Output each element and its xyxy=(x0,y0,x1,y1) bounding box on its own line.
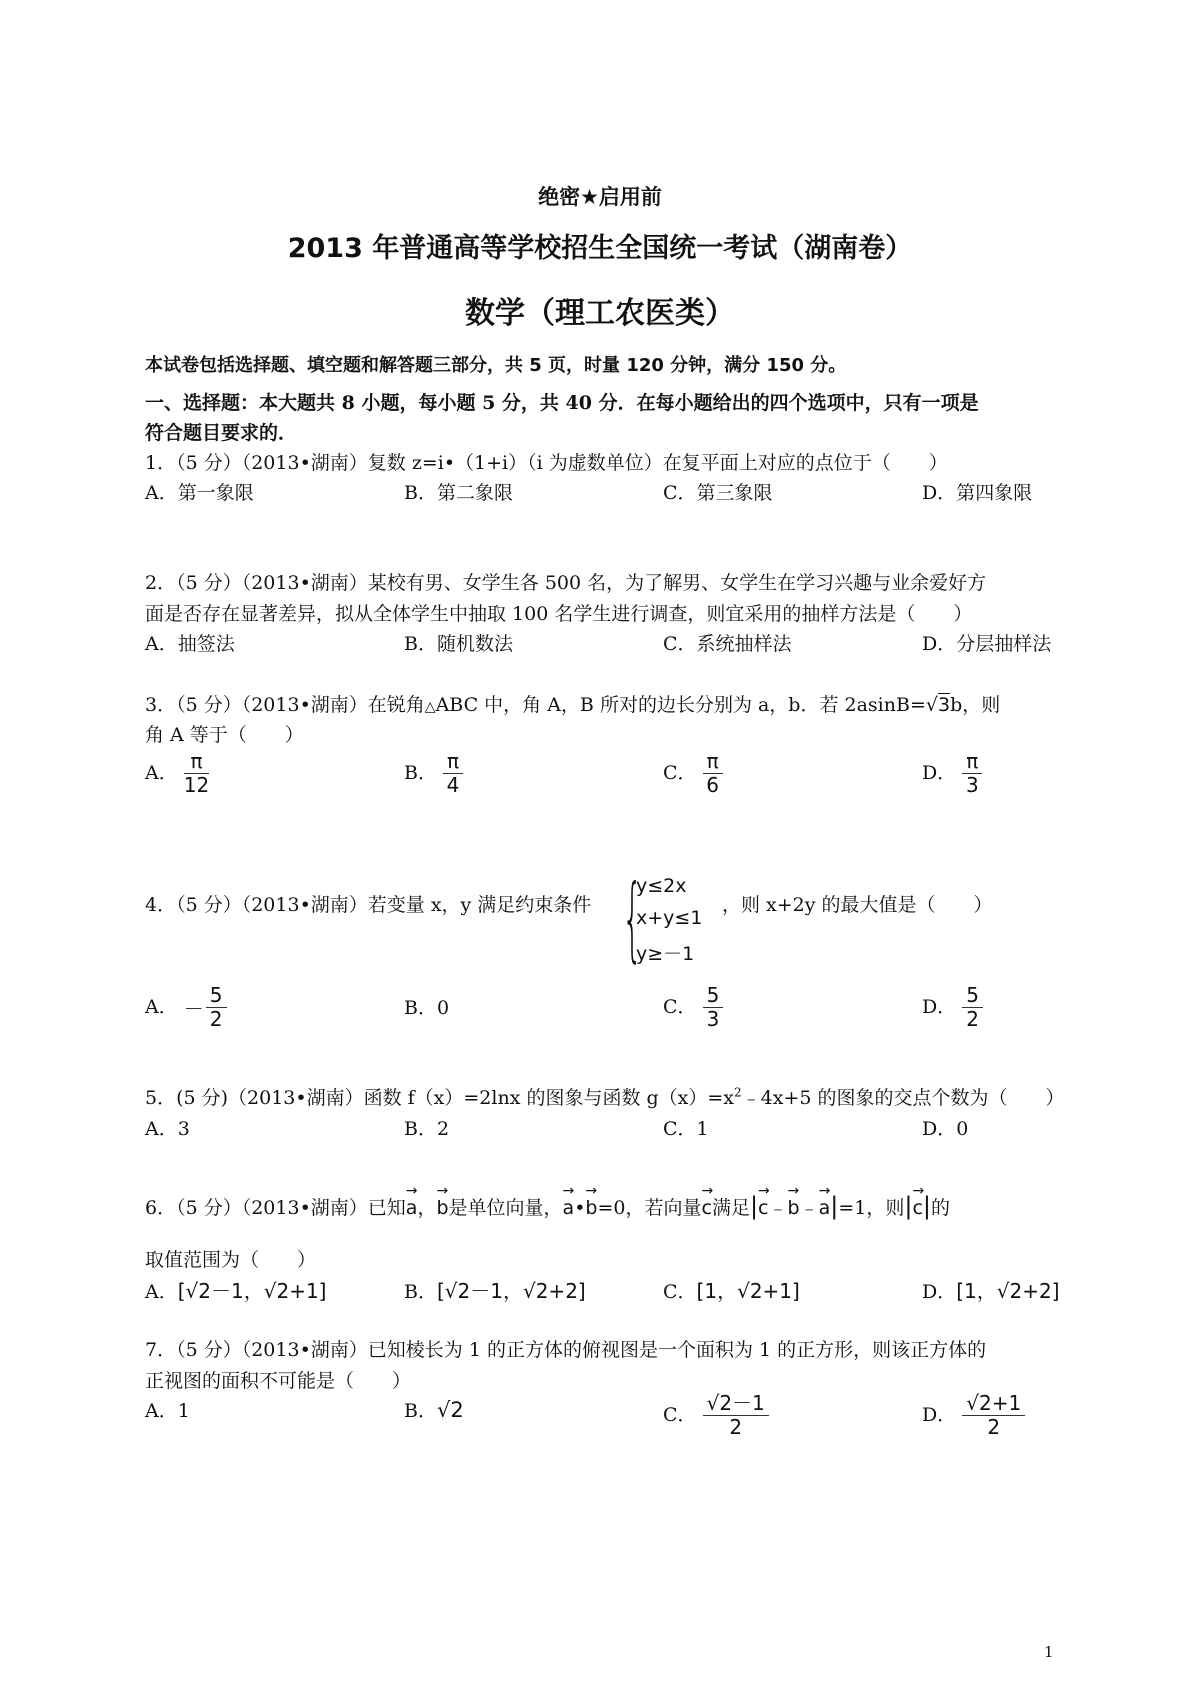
q5-exponent: 2 xyxy=(734,1085,742,1100)
fraction-denominator: 2 xyxy=(987,1415,1001,1439)
fraction-numerator: 5 xyxy=(966,983,980,1007)
constraint-system xyxy=(622,865,762,973)
vector-c: → c xyxy=(758,1197,768,1219)
q7-option-c-label: C． xyxy=(663,1403,697,1426)
fraction-denominator: 2 xyxy=(209,1007,223,1031)
q6-stem-part-d: 满足 xyxy=(711,1197,750,1219)
q7-option-a-value: 1 xyxy=(177,1400,190,1422)
abs-bar-left: | xyxy=(749,1192,759,1220)
q2-option-d: D．分层抽样法 xyxy=(922,633,1052,655)
q6-comma: ， xyxy=(417,1197,437,1219)
q5-stem-part-b: ﹣4x+5 的图象的交点个数为（ ） xyxy=(741,1087,1065,1109)
q3-option-a xyxy=(145,750,209,797)
q4-option-d xyxy=(922,984,983,1031)
fraction-numerator: π xyxy=(447,749,460,773)
fraction xyxy=(703,984,724,1031)
fraction-numerator: π xyxy=(190,749,203,773)
q6-stem-part-a: 6．（5 分）（2013•湖南）已知 xyxy=(145,1197,406,1219)
q3-option-a-label: A． xyxy=(145,761,178,784)
vector-a: → a xyxy=(563,1197,575,1219)
q4-option-b-label: B． xyxy=(404,997,437,1019)
vector-a: → a xyxy=(819,1197,831,1219)
q7-option-a xyxy=(145,1396,190,1423)
fraction xyxy=(703,750,723,797)
q3-stem-line2: 角 A 等于（ ） xyxy=(145,724,304,746)
fraction xyxy=(962,984,983,1031)
q3-option-b xyxy=(404,750,463,797)
q5-stem-part-a: 5．(5 分)（2013•湖南）函数 f（x）=2lnx 的图象与函数 g（x）=x xyxy=(145,1087,735,1109)
q7-stem-line1: 7．（5 分）（2013•湖南）已知棱长为 1 的正方体的俯视图是一个面积为 1 的正方形，则该正方体的 xyxy=(145,1339,987,1361)
q4-stem-part-a: 4．（5 分）（2013•湖南）若变量 x，y 满足约束条件 xyxy=(145,894,592,916)
q1-option-d: D．第四象限 xyxy=(922,482,1033,504)
q6-stem-part-b: 是单位向量， xyxy=(448,1197,563,1219)
q2-option-c: C．系统抽样法 xyxy=(663,633,792,655)
q7-stem-line2: 正视图的面积不可能是（ ） xyxy=(145,1370,412,1392)
minus-sign: ﹣ xyxy=(768,1197,788,1219)
q3-option-c-label: C． xyxy=(663,761,697,784)
q6-option-c-label: C． xyxy=(663,1281,697,1303)
constraint-2: x+y≤1 xyxy=(636,907,703,929)
vector-b: → b xyxy=(788,1197,800,1219)
q4-stem-part-b: ，则 x+2y 的最大值是（ ） xyxy=(722,894,993,916)
subject-title: 数学（理工农医类） xyxy=(465,296,735,331)
q6-option-b-label: B． xyxy=(404,1281,437,1303)
constraint-1: y≤2x xyxy=(636,875,687,897)
left-brace: { xyxy=(622,865,643,972)
q4-option-a-label: A． xyxy=(145,995,178,1018)
q3-option-d-label: D． xyxy=(922,761,957,784)
q1-option-a: A．第一象限 xyxy=(145,482,254,504)
sqrt-symbol: √ xyxy=(925,694,938,716)
q5-option-b: B．2 xyxy=(404,1118,450,1140)
q7-option-c xyxy=(663,1392,769,1439)
vector-b: → b xyxy=(585,1197,597,1219)
q6-option-a xyxy=(145,1275,326,1304)
q6-option-b xyxy=(404,1275,586,1304)
q3-option-b-label: B． xyxy=(404,761,437,784)
fraction-numerator: 5 xyxy=(209,983,223,1007)
q3-stem-part-a: 3．（5 分）（2013•湖南）在锐角 xyxy=(145,694,425,716)
q6-stem-part-e: =1，则 xyxy=(838,1197,905,1219)
q4-option-b-value: 0 xyxy=(436,997,450,1019)
q6-stem-line2: 取值范围为（ ） xyxy=(145,1249,317,1271)
q4-option-c xyxy=(663,984,723,1031)
q6-option-c xyxy=(663,1275,800,1304)
q7-option-b xyxy=(404,1396,464,1423)
q3-option-c xyxy=(663,750,723,797)
q5-option-c: C．1 xyxy=(663,1118,709,1140)
q6-option-d-value: [1，√2+2] xyxy=(956,1279,1060,1303)
q6-option-c-value: [1，√2+1] xyxy=(696,1279,800,1303)
fraction-denominator: 3 xyxy=(965,773,979,797)
q6-option-b-value: [√2－1，√2+2] xyxy=(436,1279,586,1303)
sqrt-argument: 3 xyxy=(937,694,951,716)
fraction-numerator: π xyxy=(706,749,719,773)
q3-stem-line1 xyxy=(145,690,1000,717)
fraction xyxy=(206,984,227,1031)
vector-b: → b xyxy=(436,1197,448,1219)
fraction xyxy=(443,750,463,797)
page-number: 1 xyxy=(1044,1643,1054,1661)
q2-stem-line1: 2．（5 分）（2013•湖南）某校有男、女学生各 500 名，为了解男、女学生在学习兴趣与业余爱好方 xyxy=(145,572,987,594)
fraction-denominator: 2 xyxy=(966,1007,980,1031)
section-heading-line2: 符合题目要求的． xyxy=(145,422,298,444)
q1-option-b: B．第二象限 xyxy=(404,482,513,504)
vector-c: → c xyxy=(701,1197,711,1219)
q7-option-b-label: B． xyxy=(404,1400,437,1422)
q7-option-b-value: √2 xyxy=(436,1398,464,1422)
fraction-denominator: 12 xyxy=(183,773,210,797)
q7-option-d-label: D． xyxy=(922,1403,957,1426)
q5-option-a: A．3 xyxy=(145,1118,190,1140)
abs-bar-right: | xyxy=(922,1192,931,1220)
q6-option-a-value: [√2－1，√2+1] xyxy=(177,1279,327,1303)
q2-option-b: B．随机数法 xyxy=(404,633,513,655)
q6-stem-part-c: =0，若向量 xyxy=(597,1197,702,1219)
fraction xyxy=(962,1392,1025,1439)
dot-operator: • xyxy=(574,1197,586,1219)
q1-option-c: C．第三象限 xyxy=(663,482,773,504)
fraction-numerator: π xyxy=(966,749,979,773)
exam-intro: 本试卷包括选择题、填空题和解答题三部分，共 5 页，时量 120 分钟，满分 150 分。 xyxy=(145,355,847,376)
q4-option-a xyxy=(145,984,227,1031)
q2-stem-line2: 面是否存在显著差异，拟从全体学生中抽取 100 名学生进行调查，则宜采用的抽样方法是（ ） xyxy=(145,603,973,625)
q6-option-d xyxy=(922,1275,1060,1304)
fraction-numerator: √2+1 xyxy=(966,1391,1022,1415)
q5-option-d: D．0 xyxy=(922,1118,969,1140)
q4-option-b xyxy=(404,993,449,1020)
fraction xyxy=(703,1392,769,1439)
vector-c: → c xyxy=(912,1197,922,1219)
q3-option-d xyxy=(922,750,982,797)
fraction-numerator: √2－1 xyxy=(706,1391,765,1415)
abs-bar-left: | xyxy=(904,1192,913,1220)
minus-sign: ﹣ xyxy=(799,1197,819,1219)
q4-option-c-label: C． xyxy=(663,995,697,1018)
exam-title: 2013 年普通高等学校招生全国统一考试（湖南卷） xyxy=(287,233,913,264)
fraction-denominator: 2 xyxy=(729,1415,743,1439)
q7-option-a-label: A． xyxy=(145,1400,178,1422)
q1-stem: 1．（5 分）（2013•湖南）复数 z=i•（1+i）（i 为虚数单位）在复平面上对应的点位于（ ） xyxy=(145,452,948,474)
fraction-denominator: 4 xyxy=(446,773,460,797)
triangle-symbol: △ xyxy=(424,699,436,715)
q7-option-d xyxy=(922,1392,1025,1439)
q3-stem-part-b: ABC 中，角 A，B 所对的边长分别为 a，b．若 2asinB= xyxy=(435,694,926,716)
minus-sign: － xyxy=(183,997,204,1021)
fraction-denominator: 3 xyxy=(706,1007,720,1031)
q6-option-a-label: A． xyxy=(145,1281,178,1303)
fraction-numerator: 5 xyxy=(706,983,720,1007)
q5-stem xyxy=(145,1083,1065,1110)
q6-stem-part-f: 的 xyxy=(931,1197,951,1219)
secret-label: 绝密★启用前 xyxy=(538,185,662,209)
q6-option-d-label: D． xyxy=(922,1281,957,1303)
q3-stem-part-c: b，则 xyxy=(950,694,1001,716)
fraction xyxy=(962,750,982,797)
q2-option-a: A．抽签法 xyxy=(145,633,235,655)
vector-a: → a xyxy=(406,1197,418,1219)
abs-bar-right: | xyxy=(830,1192,839,1220)
section-heading-line1: 一、选择题：本大题共 8 小题，每小题 5 分，共 40 分．在每小题给出的四个选项中，只有一项是 xyxy=(145,392,979,414)
fraction xyxy=(184,750,209,797)
fraction-denominator: 6 xyxy=(706,773,719,797)
constraint-3: y≥－1 xyxy=(636,943,695,965)
q6-stem-line1 xyxy=(145,1192,950,1220)
q4-option-d-label: D． xyxy=(922,995,957,1018)
